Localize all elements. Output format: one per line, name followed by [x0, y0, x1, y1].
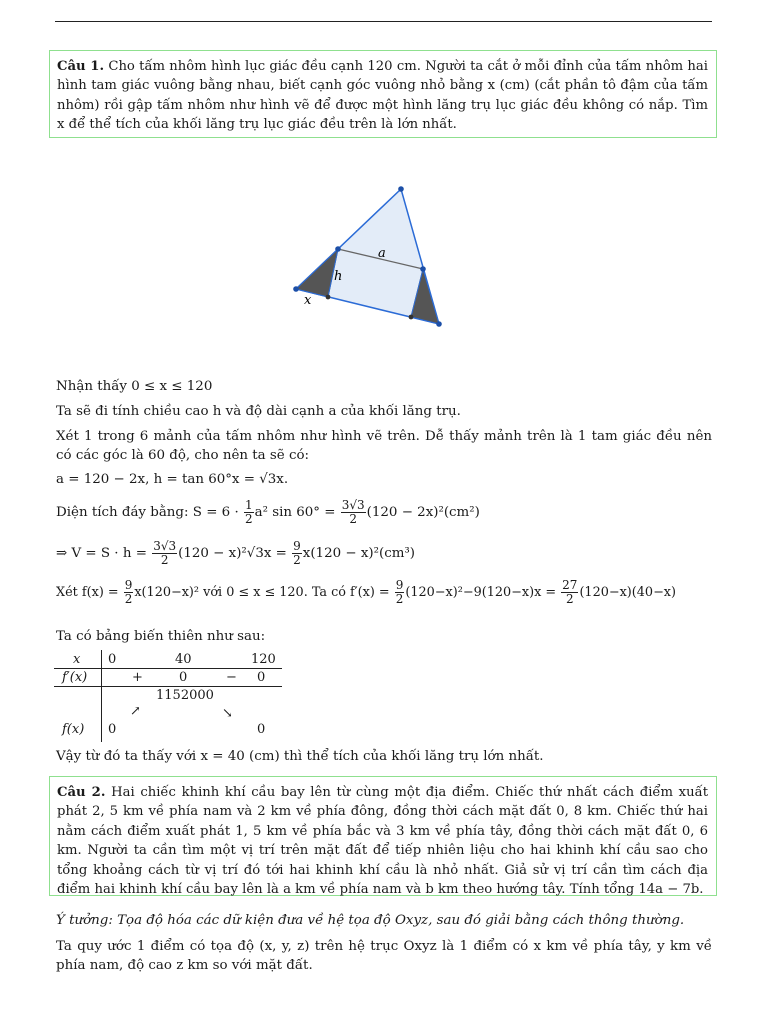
sol1-line1: Nhận thấy 0 ≤ x ≤ 120	[56, 379, 213, 394]
problem-2-box	[49, 776, 717, 896]
vt-x-label: x	[73, 652, 81, 667]
sol1-area-formula: Diện tích đáy bằng: S = 6 · $\frac{1}{2}$ a² sin 60° = $\frac{3√3}{2}$ (120 − 2x)²(cm²)	[56, 498, 480, 526]
vt-f0: 0	[108, 722, 117, 737]
problem-1-text: Cho tấm nhôm hình lục giác đều cạnh 120 cm. Người ta cắt ở mỗi đỉnh của tấm nhôm hai hình tam giác vuông bằng nhau, biết cạnh góc vuông nhỏ bằng x (cm) (cắt phần tô đậm của tấm nhôm) rồi gập tấm nhôm như hình vẽ để được một hình lăng trụ lục giác đều không có nắp. Tìm x để thể tích của khối lăng trụ lục giác đều trên là lớn nhất.	[57, 59, 708, 133]
label-h: h	[334, 269, 343, 284]
vt-fp-zero: 0	[179, 670, 188, 685]
sol2-text: Ta quy ước 1 điểm có tọa độ (x, y, z) trên hệ trục Oxyz là 1 điểm có x km về phía tây, y km về phía nam, độ cao z km so với mặt đất.	[56, 939, 712, 973]
vertex	[436, 321, 442, 327]
problem-1-label: Câu 1.	[57, 59, 105, 74]
variation-table	[54, 650, 282, 742]
sol1-volume-formula: ⇒ V = S · h = $\frac{3√3}{2}$ (120 − x)²√3x = $\frac{9}{2}$ x(120 − x)²(cm³)	[56, 539, 416, 567]
vt-fp-label: f′(x)	[62, 670, 88, 685]
sol1-conclusion: Vậy từ đó ta thấy với x = 40 (cm) thì thể tích của khối lăng trụ lớn nhất.	[56, 749, 544, 764]
vt-x2: 120	[251, 652, 276, 667]
vertex	[409, 315, 414, 320]
vertex	[420, 266, 426, 272]
label-a: a	[378, 246, 386, 261]
vertex	[335, 246, 341, 252]
problem-1-box	[49, 50, 717, 138]
vt-f-end: 0	[257, 722, 266, 737]
vertex	[398, 186, 404, 192]
prism-net-figure	[280, 178, 460, 338]
sol2-idea: Ý tưởng: Tọa độ hóa các dữ kiện đưa về hệ tọa độ Oxyz, sau đó giải bằng cách thông thường.	[56, 913, 685, 928]
problem-2-label: Câu 2.	[57, 785, 106, 800]
sol1-table-intro: Ta có bảng biến thiên như sau:	[56, 629, 266, 644]
sol1-derivative: Xét f(x) = $\frac{9}{2}$ x(120−x)² với 0 ≤ x ≤ 120. Ta có f′(x) = $\frac{9}{2}$ (120−x)²−9(120−x)x = $\frac{27}{2}$ (120−x)(40−x)	[56, 578, 676, 606]
sol1-line3: Xét 1 trong 6 mảnh của tấm nhôm như hình vẽ trên. Dễ thấy mảnh trên là 1 tam giác đều nên có các góc là 60 độ, cho nên ta sẽ có:	[56, 429, 712, 463]
vt-f-label: f(x)	[62, 722, 85, 737]
vt-fp-end: 0	[257, 670, 266, 685]
vertex	[326, 295, 331, 300]
problem-2-text: Hai chiếc khinh khí cầu bay lên từ cùng một địa điểm. Chiếc thứ nhất cách điểm xuất phát 2, 5 km về phía nam và 2 km về phía đông, đồng thời cách mặt đất 0, 8 km. Chiếc thứ hai nằm cách điểm xuất phát 1, 5 km về phía bắc và 3 km về phía tây, đồng thời cách mặt đất 0, 6 km. Người ta cần tìm một vị trí trên mặt đất để tiếp nhiên liệu cho hai khinh khí cầu sao cho tổng khoảng cách từ vị trí đó tới hai khinh khí cầu là nhỏ nhất. Giả sử vị trí cần tìm cách địa điểm hai khinh khí cầu bay lên là a km về phía nam và b km theo hướng tây. Tính tổng 14a − 7b.	[57, 785, 708, 898]
vt-x1: 40	[175, 652, 192, 667]
vertex	[293, 286, 299, 292]
vt-up-arrow: ↗	[130, 704, 141, 719]
sol1-line2: Ta sẽ đi tính chiều cao h và độ dài cạnh a của khối lăng trụ.	[56, 404, 461, 419]
sol1-line4: a = 120 − 2x, h = tan 60°x = √3x.	[56, 472, 289, 487]
vt-minus: −	[226, 670, 237, 685]
vt-plus: +	[132, 670, 143, 685]
vt-x0: 0	[108, 652, 117, 667]
vt-down-arrow: ↘	[222, 706, 233, 721]
top-rule	[55, 21, 712, 22]
label-x: x	[304, 293, 312, 308]
vt-max-value: 1152000	[156, 688, 214, 703]
